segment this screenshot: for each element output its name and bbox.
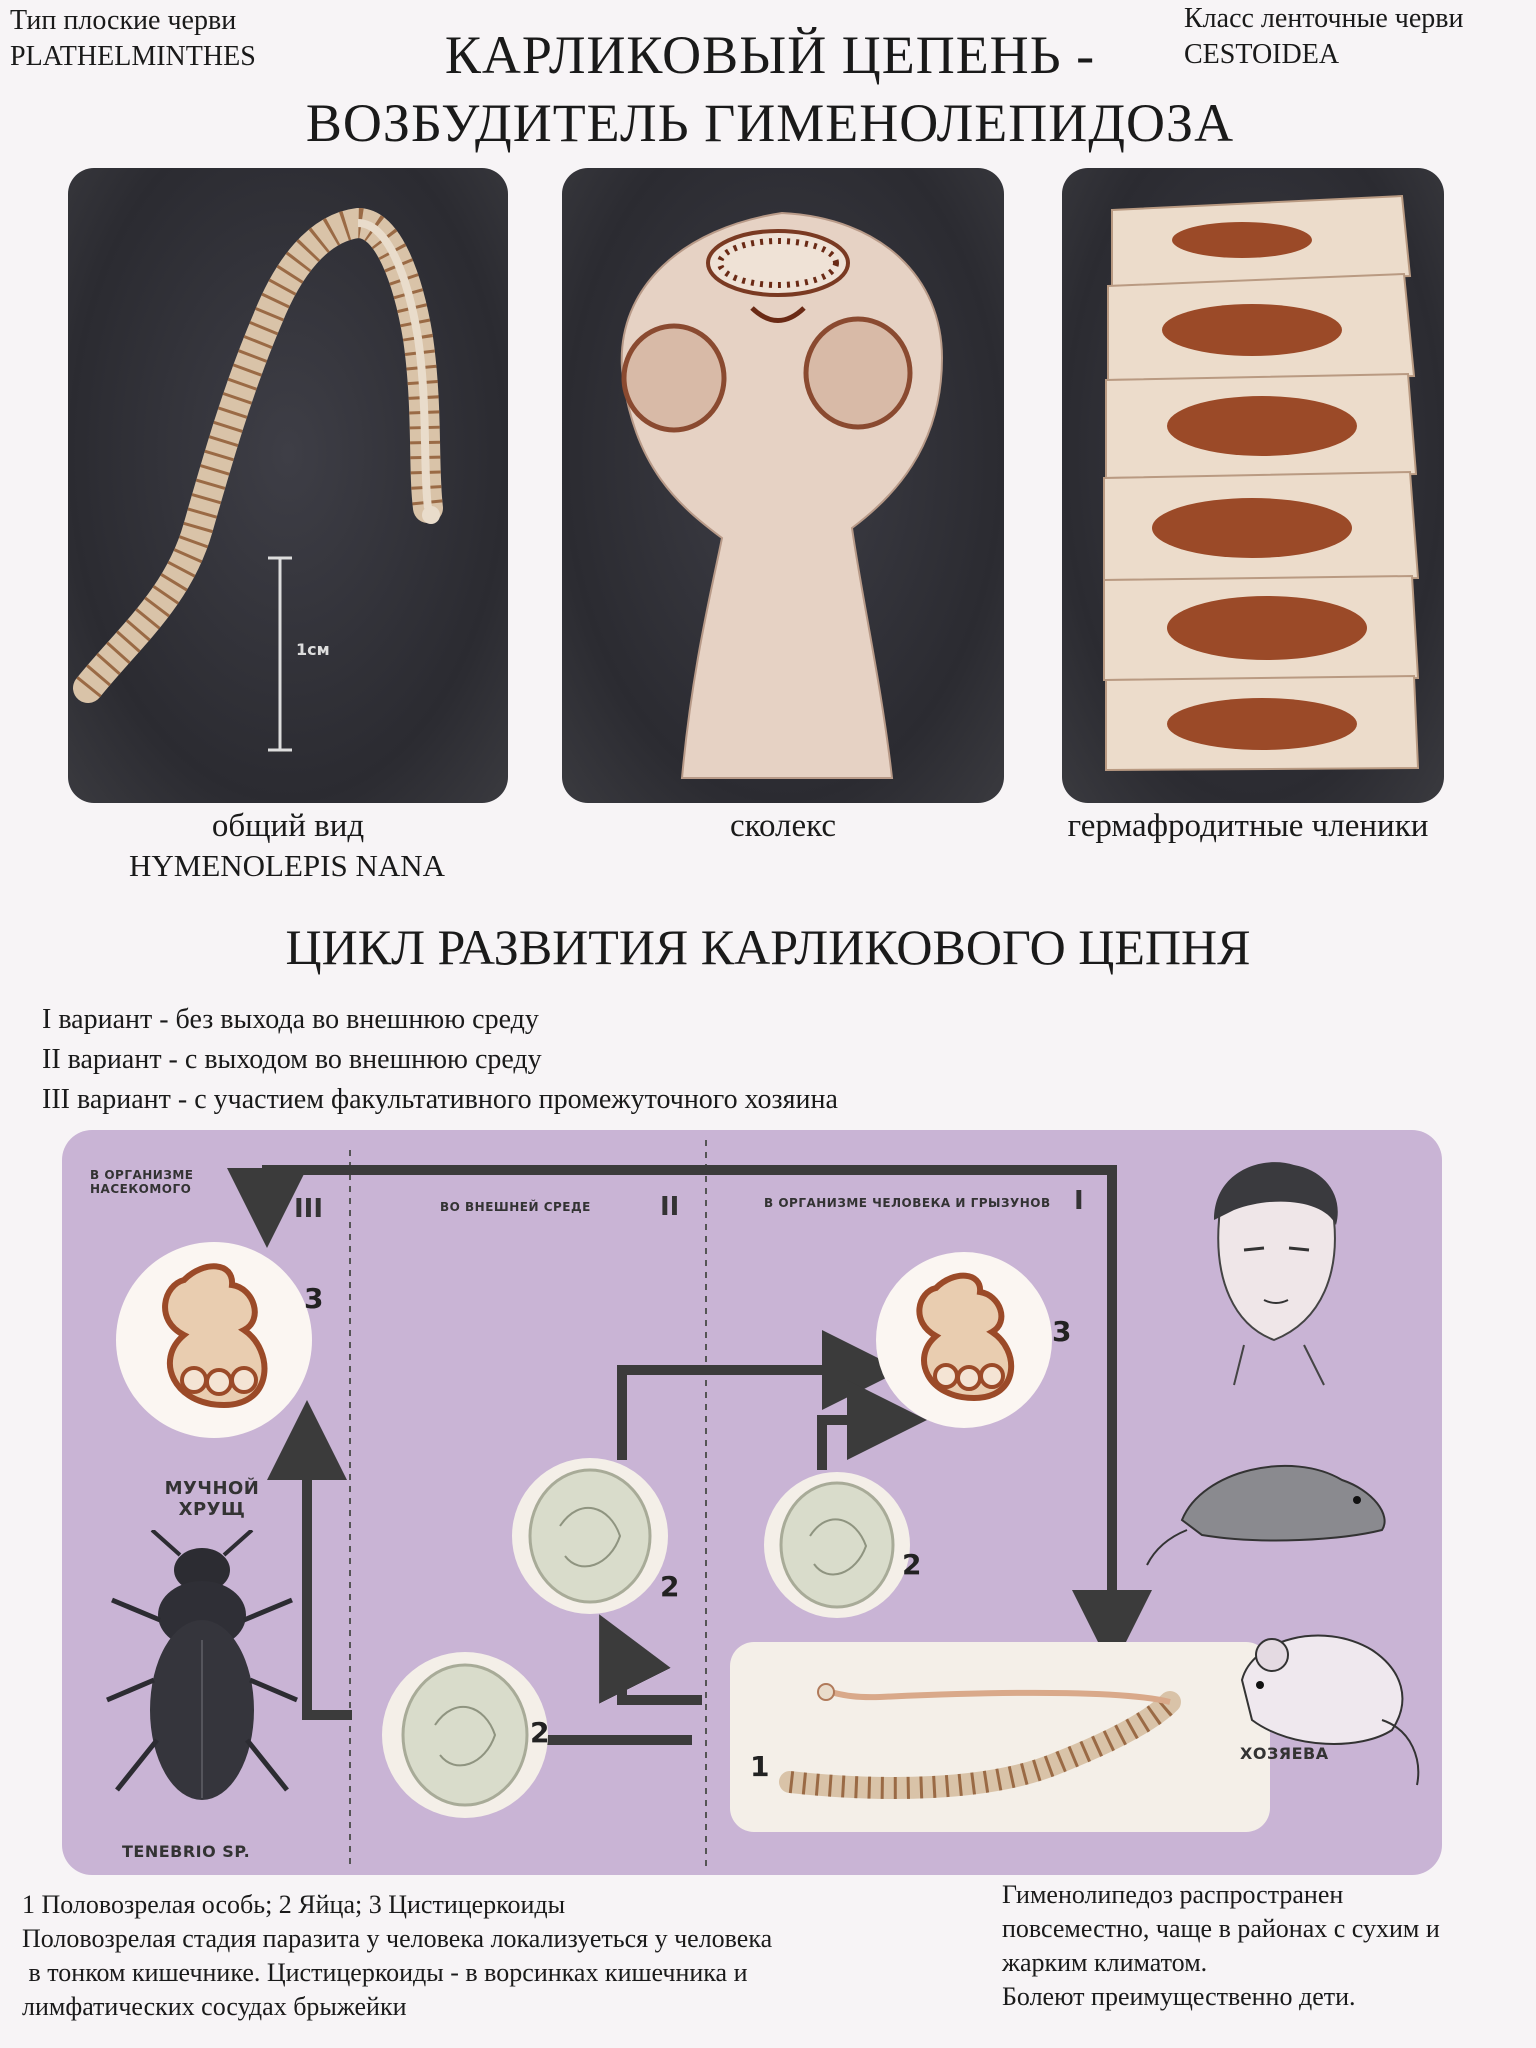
adult-worm-illustration: [730, 1642, 1270, 1832]
footer-right-line-4: Болеют преимущественно дети.: [1002, 1982, 1356, 2011]
title-line-2: ВОЗБУДИТЕЛЬ ГИМЕНОЛЕПИДОЗА: [305, 93, 1235, 153]
beetle-latin: TENEBRIO SP.: [122, 1842, 251, 1861]
egg-external: [510, 1456, 670, 1616]
variant-1: I вариант - без выхода во внешнюю среду: [42, 1004, 539, 1035]
caption-proglottids: гермафродитные членики: [1067, 808, 1429, 844]
panel-general-view: [68, 168, 508, 803]
beetle-illustration: [102, 1530, 302, 1810]
roman-i: I: [1074, 1186, 1084, 1216]
variant-2: II вариант - с выходом во внешнюю среду: [42, 1044, 542, 1075]
stage-number-1: 1: [750, 1750, 770, 1783]
class-label-lat: CESTOIDEA: [1184, 39, 1340, 70]
hosts-label: ХОЗЯЕВА: [1240, 1744, 1329, 1763]
caption-general-view: общий вид: [211, 808, 365, 844]
roman-iii: III: [294, 1194, 324, 1224]
caption-hymenolepis: HYMENOLEPIS NANA: [128, 848, 446, 883]
title-line-1: КАРЛИКОВЫЙ ЦЕПЕНЬ -: [444, 25, 1096, 85]
cysticercoid-insect: [114, 1240, 314, 1440]
caption-scolex: сколекс: [729, 808, 837, 844]
panel-scolex: [562, 168, 1004, 803]
human-face-illustration: [1174, 1150, 1364, 1390]
stage-number-2-external: 2: [660, 1570, 680, 1603]
rat-illustration: [1142, 1420, 1402, 1570]
egg-insect-zone: [380, 1650, 550, 1820]
stage-number-2-insect: 2: [530, 1716, 550, 1749]
cycle-title: ЦИКЛ РАЗВИТИЯ КАРЛИКОВОГО ЦЕПНЯ: [285, 919, 1251, 975]
footer-left-line-2: в тонком кишечнике. Цистицеркоиды - в ворсинках кишечника и: [22, 1958, 748, 1987]
cysticercoid-human: [874, 1250, 1054, 1430]
footer-right-line-1: Гименолипедоз распространен: [1002, 1880, 1344, 1909]
footer-right-line-3: жарким климатом.: [1002, 1948, 1208, 1977]
legend-line: 1 Половозрелая особь; 2 Яйца; 3 Цистицеркоиды: [22, 1890, 566, 1919]
type-label-ru: Тип плоские черви: [10, 5, 237, 36]
life-cycle-diagram: [62, 1130, 1442, 1875]
footer-left-line-3: лимфатических сосудах брыжейки: [22, 1992, 407, 2021]
stage-number-3-insect: 3: [304, 1282, 324, 1315]
variant-3: III вариант - с участием факультативного промежуточного хозяина: [42, 1084, 838, 1115]
tapeworm-illustration: [68, 168, 508, 803]
type-label-lat: PLATHELMINTHES: [10, 41, 256, 72]
roman-ii: II: [660, 1192, 680, 1222]
panel-proglottids: [1062, 168, 1444, 803]
adult-worm-box: [730, 1642, 1270, 1832]
footer-left-line-1: Половозрелая стадия паразита у человека локализуеться у человека: [22, 1924, 773, 1953]
class-label-ru: Класс ленточные черви: [1184, 3, 1464, 34]
proglottids-illustration: [1062, 168, 1444, 803]
stage-number-3-human: 3: [1052, 1315, 1072, 1348]
zone-label-insect: В ОРГАНИЗМЕ НАСЕКОМОГО: [90, 1168, 194, 1196]
scolex-illustration: [562, 168, 1004, 803]
beetle-label: МУЧНОЙ ХРУЩ: [164, 1478, 260, 1520]
egg-human: [762, 1470, 912, 1620]
footer-right-line-2: повсеместно, чаще в районах с сухим и: [1002, 1914, 1440, 1943]
stage-number-2-human: 2: [902, 1548, 922, 1581]
zone-label-external: ВО ВНЕШНЕЙ СРЕДЕ: [440, 1200, 591, 1214]
scale-label: 1см: [296, 640, 330, 659]
zone-label-human: В ОРГАНИЗМЕ ЧЕЛОВЕКА И ГРЫЗУНОВ: [764, 1196, 1051, 1210]
